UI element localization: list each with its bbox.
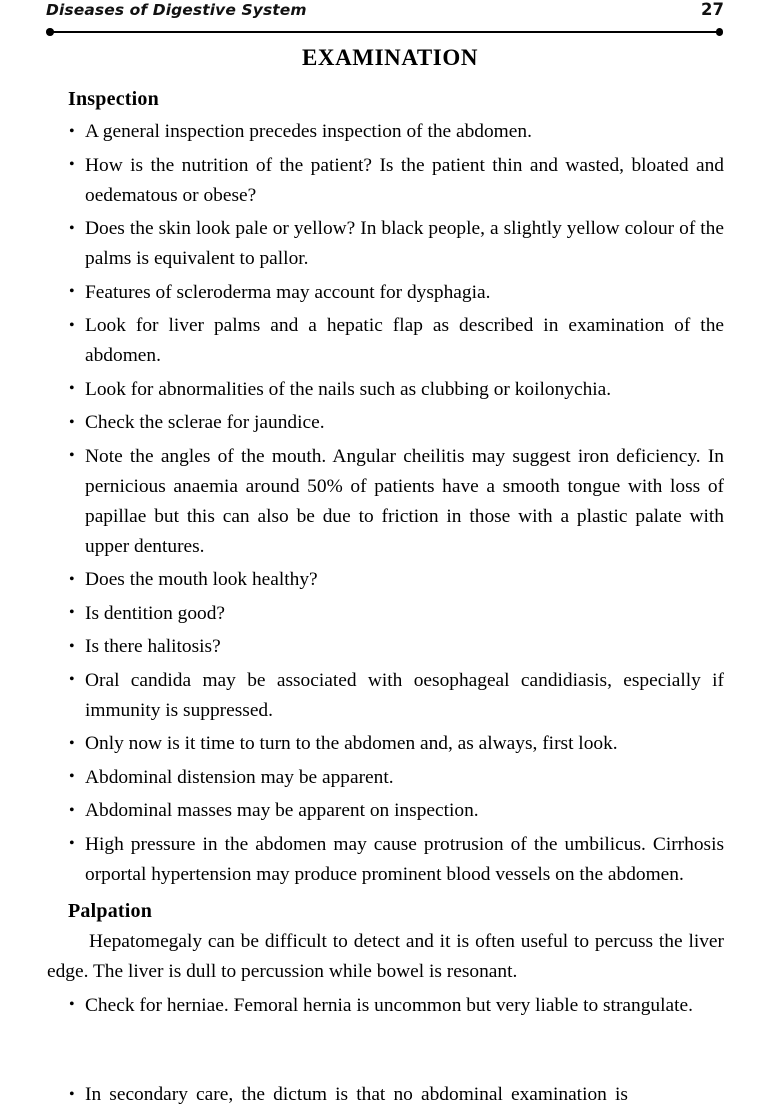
list-item-text: Abdominal distension may be apparent.	[85, 766, 394, 788]
list-item-text: Abdominal masses may be apparent on inspection.	[85, 800, 479, 821]
list-item	[68, 442, 724, 562]
list-item	[68, 375, 724, 405]
clipped-bottom-line	[68, 1080, 724, 1108]
list-item-text: Oral candida may be associated with oesophageal candidiasis, especially if immunity is suppressed.	[85, 669, 724, 721]
rule-line	[49, 31, 720, 33]
list-item-text: Does the mouth look healthy?	[85, 569, 318, 590]
list-item-text: Check the sclerae for jaundice.	[85, 412, 325, 433]
list-item	[68, 1080, 724, 1108]
list-item-text: Note the angles of the mouth. Angular cheilitis may suggest iron deficiency. In pernicious anaemia around 50% of patients have a smooth tongue with loss of papillae but this can also be due to friction in those with a plastic palate with upper dentures.	[85, 445, 724, 557]
list-item	[68, 729, 724, 759]
list-item	[68, 311, 724, 371]
list-item	[68, 830, 724, 890]
list-item	[68, 565, 724, 595]
list-item	[68, 214, 724, 274]
page-header	[46, 0, 724, 24]
list-item	[68, 117, 724, 147]
list-item	[68, 278, 724, 308]
page-content	[47, 88, 724, 1024]
palpation-bullet-list	[47, 991, 724, 1021]
rule-dot-right-icon	[716, 28, 724, 36]
palpation-paragraph: Hepatomegaly can be difficult to detect and it is often useful to percuss the liver edge. The liver is dull to percussion while bowel is resonant.	[47, 930, 724, 982]
page-number: 27	[701, 0, 724, 19]
section-heading-inspection: Inspection	[68, 88, 159, 110]
list-item-text: Features of scleroderma may account for dysphagia.	[85, 281, 491, 303]
list-item	[68, 991, 724, 1021]
list-item	[68, 632, 724, 662]
list-item-text: Is there halitosis?	[85, 636, 221, 657]
list-item-text: Look for abnormalities of the nails such as clubbing or koilonychia.	[85, 378, 612, 400]
section-heading-palpation: Palpation	[68, 899, 153, 922]
list-item-text: Check for herniae. Femoral hernia is uncommon but very liable to strangulate.	[85, 994, 693, 1016]
list-item-text: A general inspection precedes inspection of the abdomen.	[85, 121, 532, 142]
list-item-text: Is dentition good?	[85, 602, 226, 624]
list-item-text: How is the nutrition of the patient? Is the patient thin and wasted, bloated and oedematous or obese?	[85, 154, 724, 206]
list-item	[68, 666, 724, 726]
list-item	[68, 599, 724, 629]
list-item-text: High pressure in the abdomen may cause protrusion of the umbilicus. Cirrhosis orportal hypertension may produce prominent blood vessels on the abdomen.	[85, 833, 724, 885]
list-item-text: Look for liver palms and a hepatic flap as described in examination of the abdomen.	[85, 315, 724, 366]
inspection-bullet-list	[47, 117, 724, 890]
header-rule	[46, 28, 723, 36]
list-item-text: Only now is it time to turn to the abdomen and, as always, first look.	[85, 733, 618, 754]
running-head: Diseases of Digestive System	[46, 1, 307, 19]
list-item	[68, 408, 724, 438]
list-item	[68, 763, 724, 793]
list-item	[68, 796, 724, 826]
list-item	[68, 151, 724, 211]
page-title: EXAMINATION	[301, 45, 479, 70]
list-item-text: Does the skin look pale or yellow? In black people, a slightly yellow colour of the palms is equivalent to pallor.	[85, 218, 724, 269]
list-item-text: In secondary care, the dictum is that no abdominal examination is	[85, 1084, 628, 1105]
